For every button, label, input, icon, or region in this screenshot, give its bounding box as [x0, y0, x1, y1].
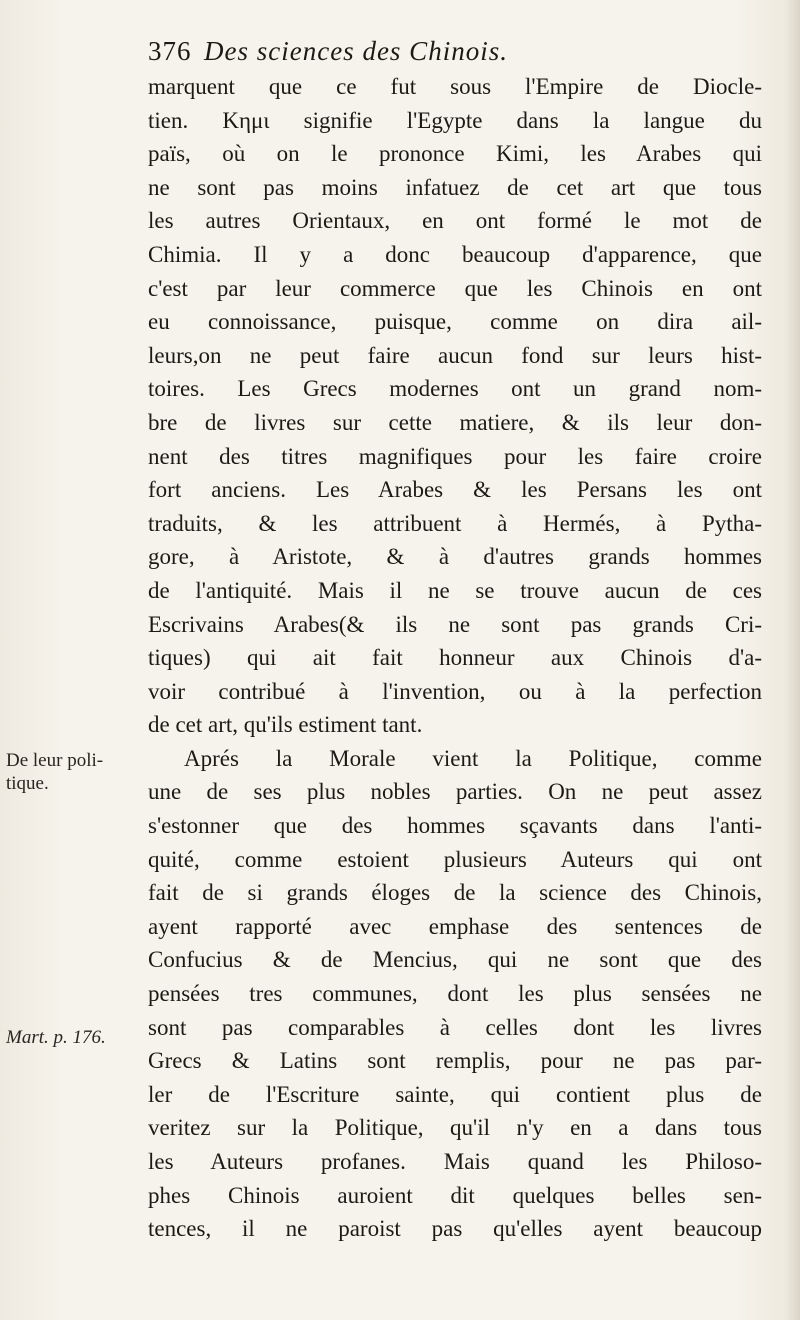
text-line: Escrivains Arabes(& ils ne sont pas grands Cri-	[148, 611, 762, 637]
text-line: ne sont pas moins infatuez de cet art que tous	[148, 174, 762, 200]
text-line: Chimia. Il y a donc beaucoup d'apparence, que	[148, 241, 762, 267]
text-line: eu connoissance, puisque, comme on dira ail-	[148, 309, 762, 335]
margin-note-politique	[6, 749, 103, 795]
text-line: veritez sur la Politique, qu'il n'y en a dans tous	[148, 1115, 762, 1141]
text-line: leurs,on ne peut faire aucun fond sur leurs hist-	[148, 342, 762, 368]
text-line: ayent rapporté avec emphase des sentences de	[148, 913, 762, 939]
margin-note-line: De leur poli-	[6, 750, 104, 771]
text-line: gore, à Aristote, & à d'autres grands hommes	[148, 544, 762, 570]
text-line: les Auteurs profanes. Mais quand les Philoso-	[148, 1149, 762, 1174]
text-line: marquent que ce fut sous l'Empire de Diocle-	[148, 74, 762, 99]
text-line: voir contribué à l'invention, ou à la perfection	[148, 678, 762, 704]
text-line: Confucius & de Mencius, qui ne sont que des	[148, 947, 762, 973]
text-line: tien. Kημι signifie l'Egypte dans la langue du	[148, 107, 762, 133]
text-line: une de ses plus nobles parties. On ne peut assez	[148, 779, 762, 805]
margin-reference-text: Mart. p. 176.	[6, 1027, 106, 1048]
text-line: s'estonner que des hommes sçavants dans l'anti-	[148, 813, 762, 839]
text-line: de l'antiquité. Mais il ne se trouve aucun de ces	[148, 577, 762, 603]
body-text	[148, 70, 762, 1246]
text-line: fait de si grands éloges de la science des Chinois,	[148, 880, 762, 906]
text-line: toires. Les Grecs modernes ont un grand nom-	[148, 376, 762, 402]
text-line: Aprés la Morale vient la Politique, comme	[184, 745, 762, 771]
text-line: Grecs & Latins sont remplis, pour ne pas par-	[148, 1048, 762, 1074]
text-line: de cet art, qu'ils estiment tant.	[148, 712, 423, 738]
page-edge-shadow	[786, 0, 800, 1320]
text-line: païs, où on le prononce Kimi, les Arabes qui	[148, 141, 762, 167]
text-line: traduits, & les attribuent à Hermés, à Pytha-	[148, 510, 762, 536]
margin-note-line: tique.	[6, 773, 49, 794]
text-line: phes Chinois auroient dit quelques belles sen-	[148, 1182, 762, 1208]
text-line: pensées tres communes, dont les plus sensées ne	[148, 981, 762, 1007]
text-line: tences, il ne paroist pas qu'elles ayent beaucoup	[148, 1216, 762, 1242]
page-number: 376	[148, 36, 192, 66]
text-line: les autres Orientaux, en ont formé le mot de	[148, 208, 762, 234]
text-line: sont pas comparables à celles dont les livres	[148, 1014, 762, 1040]
text-line: quité, comme estoient plusieurs Auteurs qui ont	[148, 846, 762, 872]
running-head: Des sciences des Chinois.	[204, 36, 508, 66]
text-line: ler de l'Escriture sainte, qui contient plus de	[148, 1081, 762, 1107]
margin-note-reference	[6, 1026, 106, 1049]
text-line: c'est par leur commerce que les Chinois en ont	[148, 275, 762, 301]
text-line: bre de livres sur cette matiere, & ils leur don-	[148, 409, 762, 435]
text-line: tiques) qui ait fait honneur aux Chinois d'a-	[148, 645, 762, 671]
text-line: nent des titres magnifiques pour les faire croire	[148, 443, 762, 469]
text-line: fort anciens. Les Arabes & les Persans les ont	[148, 477, 762, 503]
